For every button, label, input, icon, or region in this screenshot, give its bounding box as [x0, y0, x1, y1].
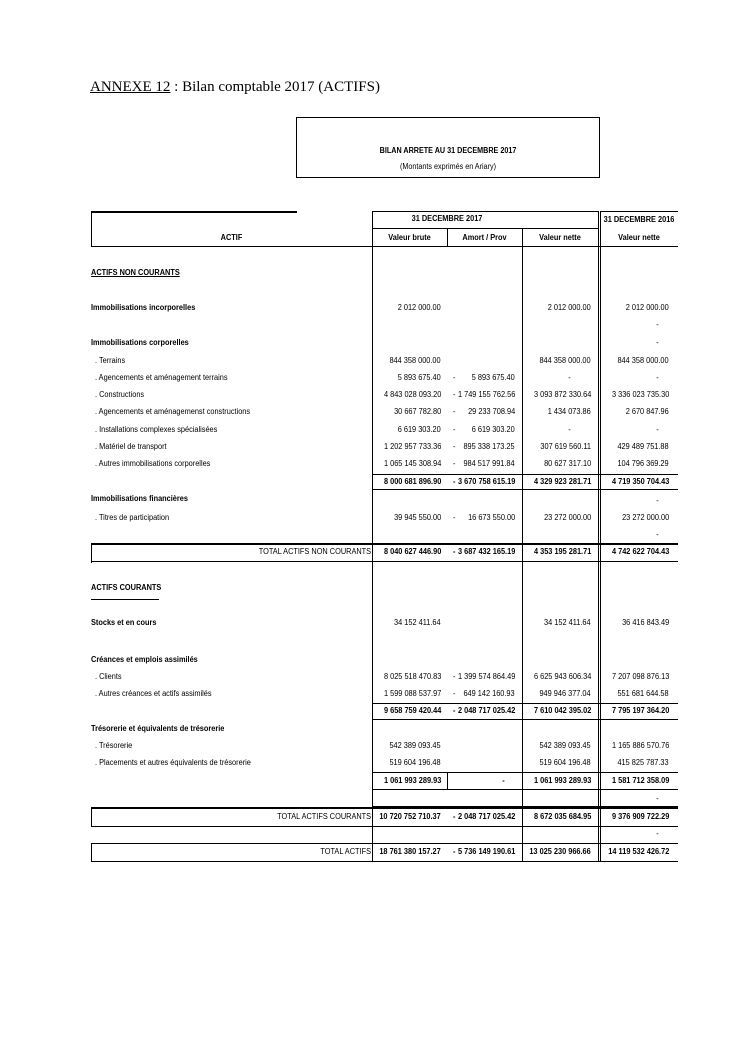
cell-sign: -	[453, 513, 456, 522]
cell-nette: 23 272 000.00	[543, 513, 591, 522]
row-label: . Clients	[95, 672, 122, 681]
cell-nette16: 551 681 644.58	[617, 689, 669, 698]
divider	[372, 703, 678, 704]
row-label: . Agencements et aménagement terrains	[95, 373, 228, 382]
subtotal-amort: -	[502, 776, 505, 785]
cell-brute: 30 667 782.80	[393, 407, 441, 416]
cell-nette: 3 093 872 330.64	[533, 390, 591, 399]
divider	[91, 843, 92, 862]
divider	[372, 789, 678, 790]
section-non-courants: ACTIFS NON COURANTS	[91, 268, 180, 277]
total-sign: -	[453, 547, 456, 556]
cell-nette16: 23 272 000.00	[621, 513, 669, 522]
divider	[598, 211, 599, 862]
subtotal-sign: -	[453, 477, 456, 486]
cell-nette: 949 946 377.04	[539, 689, 591, 698]
page-title	[90, 79, 380, 96]
subtotal-amort: 2 048 717 025.42	[457, 706, 515, 715]
cell-brute: 8 025 518 470.83	[383, 672, 441, 681]
total-sign: -	[453, 847, 456, 856]
cell-amort: 6 619 303.20	[472, 425, 515, 434]
cell-amort: 1 399 574 864.49	[457, 672, 515, 681]
total-brute: 10 720 752 710.37	[379, 812, 441, 821]
divider	[91, 211, 92, 247]
divider	[372, 211, 373, 862]
row-label: . Autres immobilisations corporelles	[95, 459, 211, 468]
cell-sign: -	[453, 442, 456, 451]
total-nette: 4 353 195 281.71	[533, 547, 591, 556]
total-nette16: 9 376 909 722.29	[611, 812, 669, 821]
cell-nette: 844 358 000.00	[539, 356, 591, 365]
divider	[91, 861, 678, 862]
cell-sign: -	[453, 373, 456, 382]
row-label: Stocks et en cours	[91, 618, 157, 627]
col-nette-header: Valeur nette	[539, 233, 581, 242]
cell-amort: 5 893 675.40	[472, 373, 515, 382]
row-label: . Autres créances et actifs assimilés	[95, 689, 212, 698]
total-nette16: 14 119 532 426.72	[608, 847, 669, 856]
period-2017-header: 31 DECEMBRE 2017	[411, 214, 483, 223]
total-sign: -	[453, 812, 456, 821]
cell-dash: -	[656, 320, 659, 329]
cell-sign: -	[453, 689, 456, 698]
row-label: . Titres de participation	[95, 513, 170, 522]
divider	[91, 807, 678, 809]
divider	[91, 543, 92, 563]
annex-number: ANNEXE 12	[90, 79, 171, 95]
cell-nette: -	[568, 373, 571, 382]
row-label: . Installations complexes spécialisées	[95, 425, 218, 434]
row-label: Immobilisations financières	[91, 494, 188, 503]
col-amort-header: Amort / Prov	[462, 233, 507, 242]
cell-sign: -	[453, 672, 456, 681]
cell-brute: 39 945 550.00	[393, 513, 441, 522]
cell-brute: 2 012 000.00	[398, 303, 441, 312]
cell-dash: -	[656, 829, 659, 838]
cell-brute: 4 843 028 093.20	[383, 390, 441, 399]
total-nette: 8 672 035 684.95	[533, 812, 591, 821]
cell-nette16: -	[656, 425, 659, 434]
title-text: : Bilan comptable 2017 (ACTIFS)	[170, 79, 380, 95]
subtotal-sign: -	[453, 706, 456, 715]
cell-nette: 80 627 317.10	[543, 459, 591, 468]
divider	[91, 211, 297, 213]
row-label: Créances et emplois assimilés	[91, 655, 198, 664]
subtotal-nette: 7 610 042 395.02	[533, 706, 591, 715]
total-brute: 8 040 627 446.90	[383, 547, 441, 556]
divider	[91, 599, 159, 600]
total-amort: 2 048 717 025.42	[457, 812, 515, 821]
cell-nette16: 844 358 000.00	[617, 356, 669, 365]
divider	[91, 246, 678, 247]
cell-nette16: 1 165 886 570.76	[611, 741, 669, 750]
cell-brute: 5 893 675.40	[398, 373, 441, 382]
row-label: . Constructions	[95, 390, 145, 399]
col-brute-header: Valeur brute	[388, 233, 431, 242]
cell-nette: 519 604 196.48	[539, 758, 591, 767]
cell-amort: 984 517 991.84	[463, 459, 515, 468]
divider	[600, 211, 678, 212]
divider	[91, 826, 678, 827]
cell-sign: -	[453, 390, 456, 399]
cell-nette16: 429 489 751.88	[617, 442, 669, 451]
cell-amort: 1 749 155 762.56	[457, 390, 515, 399]
cell-nette: 34 152 411.64	[544, 618, 591, 627]
cell-nette: 6 625 943 606.34	[533, 672, 591, 681]
cell-amort: 895 338 173.25	[463, 442, 515, 451]
cell-brute: 519 604 196.48	[389, 758, 441, 767]
cell-amort: 649 142 160.93	[463, 689, 515, 698]
section-courants: ACTIFS COURANTS	[91, 583, 162, 592]
cell-brute: 844 358 000.00	[389, 356, 441, 365]
col-actif-header: ACTIF	[220, 233, 243, 242]
cell-nette: 1 434 073.86	[548, 407, 591, 416]
cell-nette16: 415 825 787.33	[617, 758, 669, 767]
balance-header-box	[296, 117, 600, 178]
total-nette16: 4 742 622 704.43	[611, 547, 669, 556]
cell-brute: 542 389 093.45	[389, 741, 441, 750]
subtotal-nette: 1 061 993 289.93	[533, 776, 591, 785]
cell-brute: 1 065 145 308.94	[383, 459, 441, 468]
subtotal-brute: 9 658 759 420.44	[383, 706, 441, 715]
balance-header-title: BILAN ARRETE AU 31 DECEMBRE 2017	[379, 146, 517, 155]
row-label: . Terrains	[95, 356, 126, 365]
period-2016-header: 31 DECEMBRE 2016	[603, 215, 675, 224]
cell-nette16: 2 670 847.96	[626, 407, 669, 416]
col-nette16-header: Valeur nette	[618, 233, 660, 242]
total-amort: 3 687 432 165.19	[457, 547, 515, 556]
subtotal-nette16: 7 795 197 364.20	[611, 706, 669, 715]
total-non-courants-label: TOTAL ACTIFS NON COURANTS	[258, 547, 371, 556]
cell-brute: 1 599 088 537.97	[383, 689, 441, 698]
divider	[372, 228, 598, 229]
divider	[372, 772, 678, 773]
cell-amort: 16 673 550.00	[467, 513, 515, 522]
cell-nette: -	[568, 425, 571, 434]
row-label: . Agencements et aménagemenst constructions	[95, 407, 251, 416]
total-amort: 5 736 149 190.61	[457, 847, 515, 856]
divider	[447, 772, 448, 790]
subtotal-brute: 8 000 681 896.90	[383, 477, 441, 486]
cell-nette: 542 389 093.45	[539, 741, 591, 750]
cell-brute: 1 202 957 733.36	[383, 442, 441, 451]
cell-dash: -	[656, 338, 659, 347]
cell-dash: -	[656, 530, 659, 539]
row-label: Immobilisations incorporelles	[91, 303, 196, 312]
row-label: . Trésorerie	[95, 741, 133, 750]
row-label: Trésorerie et équivalents de trésorerie	[91, 724, 225, 733]
divider	[372, 474, 678, 475]
cell-nette16: 36 416 843.49	[621, 618, 669, 627]
total-courants-label: TOTAL ACTIFS COURANTS	[277, 812, 371, 821]
cell-nette: 307 619 560.11	[540, 442, 591, 451]
cell-nette16: 3 336 023 735.30	[611, 390, 669, 399]
row-label: Immobilisations corporelles	[91, 338, 189, 347]
subtotal-nette: 4 329 923 281.71	[533, 477, 591, 486]
balance-header-subtitle: (Montants exprimés en Ariary)	[399, 162, 497, 171]
divider	[372, 489, 678, 490]
divider	[372, 211, 598, 212]
row-label: . Matériel de transport	[95, 442, 167, 451]
cell-sign: -	[453, 407, 456, 416]
divider	[91, 807, 92, 827]
total-nette: 13 025 230 966.66	[529, 847, 591, 856]
cell-nette16: -	[656, 373, 659, 382]
subtotal-nette16: 4 719 350 704.43	[611, 477, 669, 486]
divider	[91, 543, 678, 545]
row-label: . Placements et autres équivalents de trésorerie	[95, 758, 251, 767]
cell-brute: 34 152 411.64	[394, 618, 441, 627]
divider	[91, 561, 678, 562]
cell-nette16: 7 207 098 876.13	[611, 672, 669, 681]
cell-nette16: 2 012 000.00	[626, 303, 669, 312]
total-actifs-label: TOTAL ACTIFS	[320, 847, 371, 856]
cell-nette16: 104 796 369.29	[617, 459, 669, 468]
cell-brute: 6 619 303.20	[398, 425, 441, 434]
divider	[522, 228, 523, 862]
divider	[600, 211, 601, 862]
cell-amort: 29 233 708.94	[467, 407, 515, 416]
cell-sign: -	[453, 425, 456, 434]
cell-dash: -	[656, 794, 659, 803]
subtotal-nette16: 1 581 712 358.09	[611, 776, 669, 785]
subtotal-brute: 1 061 993 289.93	[383, 776, 441, 785]
cell-sign: -	[453, 459, 456, 468]
divider	[447, 228, 448, 247]
cell-dash: -	[656, 496, 659, 505]
divider	[372, 719, 678, 720]
subtotal-amort: 3 670 758 615.19	[457, 477, 515, 486]
total-brute: 18 761 380 157.27	[379, 847, 441, 856]
cell-nette: 2 012 000.00	[548, 303, 591, 312]
divider	[91, 843, 678, 844]
